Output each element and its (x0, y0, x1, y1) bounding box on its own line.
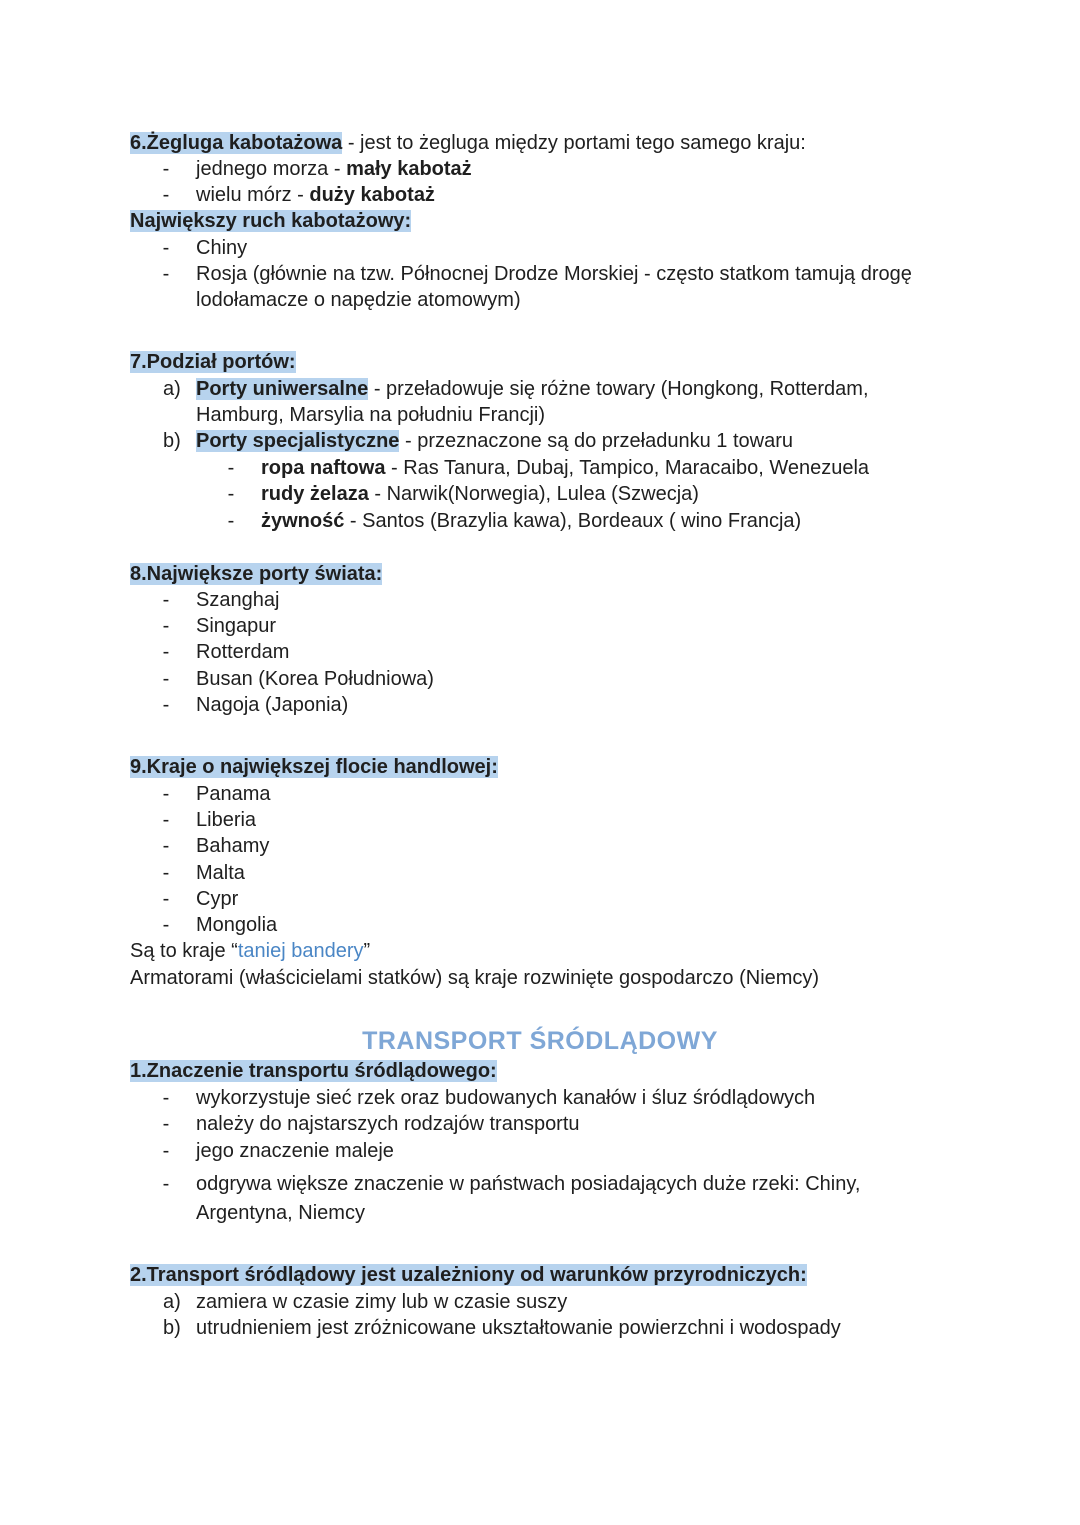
list-item: Panama (196, 783, 271, 805)
section-8-heading: 8.Największe porty świata: (130, 563, 383, 585)
bullet-dash: - (162, 641, 170, 663)
section-9-line (130, 754, 498, 780)
list-item-bold: mały kabotaż (346, 158, 472, 180)
list-item-text: jednego morza - (196, 158, 347, 180)
list-item (196, 156, 472, 182)
bullet-dash: - (162, 1140, 170, 1162)
list-item-continuation: lodołamacze o napędzie atomowym) (196, 289, 521, 311)
list-item-text: - przeładowuje się różne towary (Hongkong, Rotterdam, (368, 378, 869, 400)
bullet-dash: - (227, 457, 235, 479)
subheading-line (130, 208, 411, 234)
t1-heading: 1.Znaczenie transportu śródlądowego: (130, 1060, 497, 1082)
section-6-heading: 6.Żegluga kabotażowa (130, 132, 343, 154)
list-item: Rosja (głównie na tzw. Północnej Drodze Morskiej - często statkom tamują drogę (196, 263, 912, 285)
note-text: Są to kraje “ (130, 940, 238, 962)
list-item-bold: duży kabotaż (309, 184, 435, 206)
list-item: Cypr (196, 888, 239, 910)
list-item-text: wielu mórz - (196, 184, 310, 206)
bullet-dash: - (162, 263, 170, 285)
bullet-dash: - (162, 668, 170, 690)
list-item: zamiera w czasie zimy lub w czasie suszy (196, 1291, 568, 1313)
list-item: odgrywa większe znaczenie w państwach posiadających duże rzeki: Chiny, (196, 1173, 861, 1195)
list-item-bold: żywność (261, 510, 345, 532)
list-item-bold: ropa naftowa (261, 457, 386, 479)
note-text: ” (363, 940, 371, 962)
list-item: Nagoja (Japonia) (196, 694, 349, 716)
list-item-text: - Santos (Brazylia kawa), Bordeaux ( wino Francja) (344, 510, 802, 532)
bullet-dash: - (162, 835, 170, 857)
note-line-2: Armatorami (właścicielami statków) są kraje rozwinięte gospodarczo (Niemcy) (130, 967, 820, 989)
note-link[interactable]: taniej bandery (237, 940, 364, 962)
list-item: Singapur (196, 615, 277, 637)
list-item-continuation: Argentyna, Niemcy (196, 1202, 365, 1224)
list-item (196, 182, 435, 208)
section-7-line (130, 349, 296, 375)
bullet-dash: - (162, 1173, 170, 1195)
list-item: Rotterdam (196, 641, 290, 663)
list-letter: b) (163, 1317, 181, 1339)
note-line (130, 938, 370, 964)
bullet-dash: - (227, 483, 235, 505)
list-item (196, 428, 793, 454)
bullet-dash: - (162, 914, 170, 936)
list-item: jego znaczenie maleje (196, 1140, 394, 1162)
bullet-dash: - (162, 809, 170, 831)
t2-heading: 2.Transport śródlądowy jest uzależniony od warunków przyrodniczych: (130, 1264, 807, 1286)
t2-line (130, 1262, 807, 1288)
list-item (261, 455, 869, 481)
list-item-text: - przeznaczone są do przeładunku 1 towaru (399, 430, 794, 452)
list-item: Bahamy (196, 835, 270, 857)
bullet-dash: - (162, 694, 170, 716)
list-item: Busan (Korea Południowa) (196, 668, 434, 690)
list-item: Mongolia (196, 914, 278, 936)
t1-line (130, 1058, 497, 1084)
list-item: utrudnieniem jest zróżnicowane ukształtowanie powierzchni i wodospady (196, 1317, 841, 1339)
port-type-specialist: Porty specjalistyczne (196, 430, 400, 452)
section-6-desc: - jest to żegluga między portami tego samego kraju: (342, 132, 806, 154)
section-6-line (130, 130, 806, 156)
list-item-text: - Narwik(Norwegia), Lulea (Szwecja) (368, 483, 699, 505)
list-item (261, 508, 801, 534)
list-item (196, 376, 869, 402)
section-7-heading: 7.Podział portów: (130, 351, 296, 373)
bullet-dash: - (162, 862, 170, 884)
list-item: wykorzystuje sieć rzek oraz budowanych kanałów i śluz śródlądowych (196, 1087, 816, 1109)
bullet-dash: - (162, 1087, 170, 1109)
list-item (261, 481, 699, 507)
list-item: Malta (196, 862, 245, 884)
section-9-heading: 9.Kraje o największej flocie handlowej: (130, 756, 498, 778)
bullet-dash: - (162, 589, 170, 611)
port-type-universal: Porty uniwersalne (196, 378, 369, 400)
list-letter: b) (163, 430, 181, 452)
bullet-dash: - (162, 783, 170, 805)
list-item: Szanghaj (196, 589, 280, 611)
section-8-line (130, 561, 382, 587)
list-item: Chiny (196, 237, 248, 259)
list-item: Liberia (196, 809, 257, 831)
list-item-text: - Ras Tanura, Dubaj, Tampico, Maracaibo, Wenezuela (385, 457, 870, 479)
bullet-dash: - (227, 510, 235, 532)
bullet-dash: - (162, 888, 170, 910)
list-letter: a) (163, 378, 181, 400)
section-title: TRANSPORT ŚRÓDLĄDOWY (362, 1027, 718, 1055)
list-letter: a) (163, 1291, 181, 1313)
bullet-dash: - (162, 615, 170, 637)
list-item-bold: rudy żelaza (261, 483, 369, 505)
bullet-dash: - (162, 237, 170, 259)
list-item: należy do najstarszych rodzajów transportu (196, 1113, 580, 1135)
bullet-dash: - (162, 1113, 170, 1135)
list-item-continuation: Hamburg, Marsylia na południu Francji) (196, 404, 546, 426)
subheading-kabotaz: Największy ruch kabotażowy: (130, 210, 412, 232)
bullet-dash: - (162, 158, 170, 180)
bullet-dash: - (162, 184, 170, 206)
